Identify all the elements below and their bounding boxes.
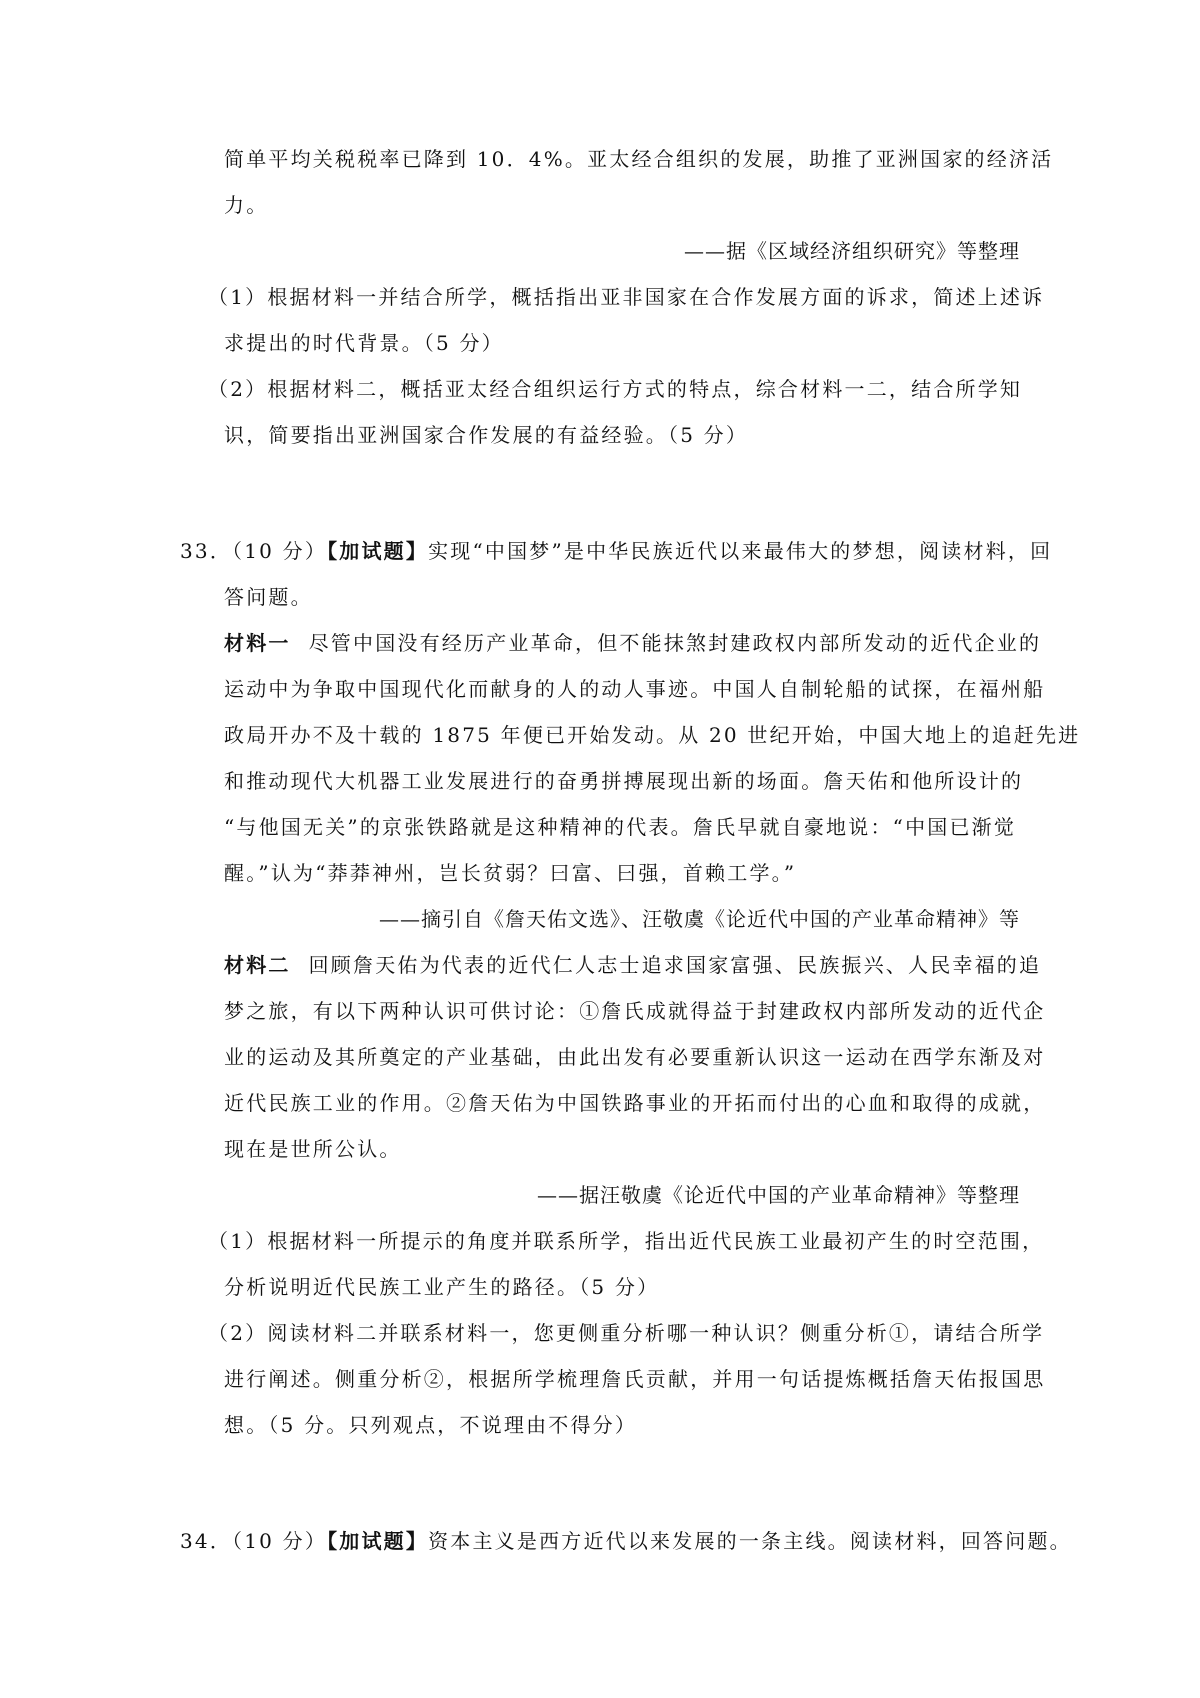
q33-material1-line: 和推动现代大机器工业发展进行的奋勇拼搏展现出新的场面。詹天佑和他所设计的 xyxy=(224,769,1024,793)
q34-number: 34．（10 分） xyxy=(180,1529,328,1553)
q34-stem xyxy=(180,1525,1072,1557)
q32-source-citation: ——据《区域经济组织研究》等整理 xyxy=(684,239,1020,263)
q32-subquestion-1: （1）根据材料一并结合所学，概括指出亚非国家在合作发展方面的诉求，简述上述诉 xyxy=(208,285,1045,309)
q33-material1-line xyxy=(224,627,1042,659)
q33-material1-line: 政局开办不及十载的 1875 年便已开始发动。从 20 世纪开始，中国大地上的追赶先进 xyxy=(224,723,1081,747)
q33-subquestion-2-cont: 进行阐述。侧重分析②，根据所学梳理詹氏贡献，并用一句话提炼概括詹天佑报国思 xyxy=(224,1367,1046,1391)
q32-material2-end-line: 简单平均关税税率已降到 10．4%。亚太经合组织的发展，助推了亚洲国家的经济活 xyxy=(224,147,1054,171)
q33-material1-line: 运动中为争取中国现代化而献身的人的动人事迹。中国人自制轮船的试探，在福州船 xyxy=(224,677,1046,701)
q33-material1-text: 尽管中国没有经历产业革命，但不能抹煞封建政权内部所发动的近代企业的 xyxy=(308,631,1042,655)
q34-stem-text: 资本主义是西方近代以来发展的一条主线。阅读材料，回答问题。 xyxy=(428,1529,1072,1553)
q33-stem-text: 实现“中国梦”是中华民族近代以来最伟大的梦想，阅读材料，回 xyxy=(428,539,1053,563)
q33-stem-cont: 答问题。 xyxy=(224,585,313,609)
q33-tag: 【加试题】 xyxy=(327,539,429,563)
q33-stem xyxy=(180,535,1053,567)
q33-material2-text: 回顾詹天佑为代表的近代仁人志士追求国家富强、民族振兴、人民幸福的追 xyxy=(308,953,1042,977)
q33-material1-line: 醒。”认为“莽莽神州，岂长贫弱？曰富、曰强，首赖工学。” xyxy=(224,861,797,885)
q34-tag: 【加试题】 xyxy=(327,1529,429,1553)
q32-subquestion-1-cont: 求提出的时代背景。（5 分） xyxy=(224,331,504,355)
q33-material2-line: 梦之旅，有以下两种认识可供讨论：①詹氏成就得益于封建政权内部所发动的近代企 xyxy=(224,999,1046,1023)
q33-material2-source: ——据汪敬虞《论近代中国的产业革命精神》等整理 xyxy=(537,1183,1020,1207)
q33-material2-line: 近代民族工业的作用。②詹天佑为中国铁路事业的开拓而付出的心血和取得的成就， xyxy=(224,1091,1046,1115)
q32-subquestion-2: （2）根据材料二，概括亚太经合组织运行方式的特点，综合材料一二，结合所学知 xyxy=(208,377,1023,401)
q33-number: 33．（10 分） xyxy=(180,539,328,563)
q33-subquestion-1: （1）根据材料一所提示的角度并联系所学，指出近代民族工业最初产生的时空范围， xyxy=(208,1229,1045,1253)
q33-material2-line: 现在是世所公认。 xyxy=(224,1137,402,1161)
q33-material1-source: ——摘引自《詹天佑文选》、汪敬虞《论近代中国的产业革命精神》等 xyxy=(379,907,1020,931)
q33-subquestion-2-cont: 想。（5 分。只列观点，不说理由不得分） xyxy=(224,1413,638,1437)
q33-material2-line: 业的运动及其所奠定的产业基础，由此出发有必要重新认识这一运动在西学东渐及对 xyxy=(224,1045,1046,1069)
q32-material2-end-line: 力。 xyxy=(224,193,269,217)
q32-subquestion-2-cont: 识，简要指出亚洲国家合作发展的有益经验。（5 分） xyxy=(224,423,749,447)
q33-material1-line: “与他国无关”的京张铁路就是这种精神的代表。詹氏早就自豪地说：“中国已渐觉 xyxy=(224,815,1017,839)
q33-material1-label: 材料一 xyxy=(224,631,291,655)
q33-material2-label: 材料二 xyxy=(224,953,291,977)
q33-material2-line xyxy=(224,949,1042,981)
q33-subquestion-2: （2）阅读材料二并联系材料一，您更侧重分析哪一种认识？侧重分析①，请结合所学 xyxy=(208,1321,1045,1345)
q33-subquestion-1-cont: 分析说明近代民族工业产生的路径。（5 分） xyxy=(224,1275,660,1299)
